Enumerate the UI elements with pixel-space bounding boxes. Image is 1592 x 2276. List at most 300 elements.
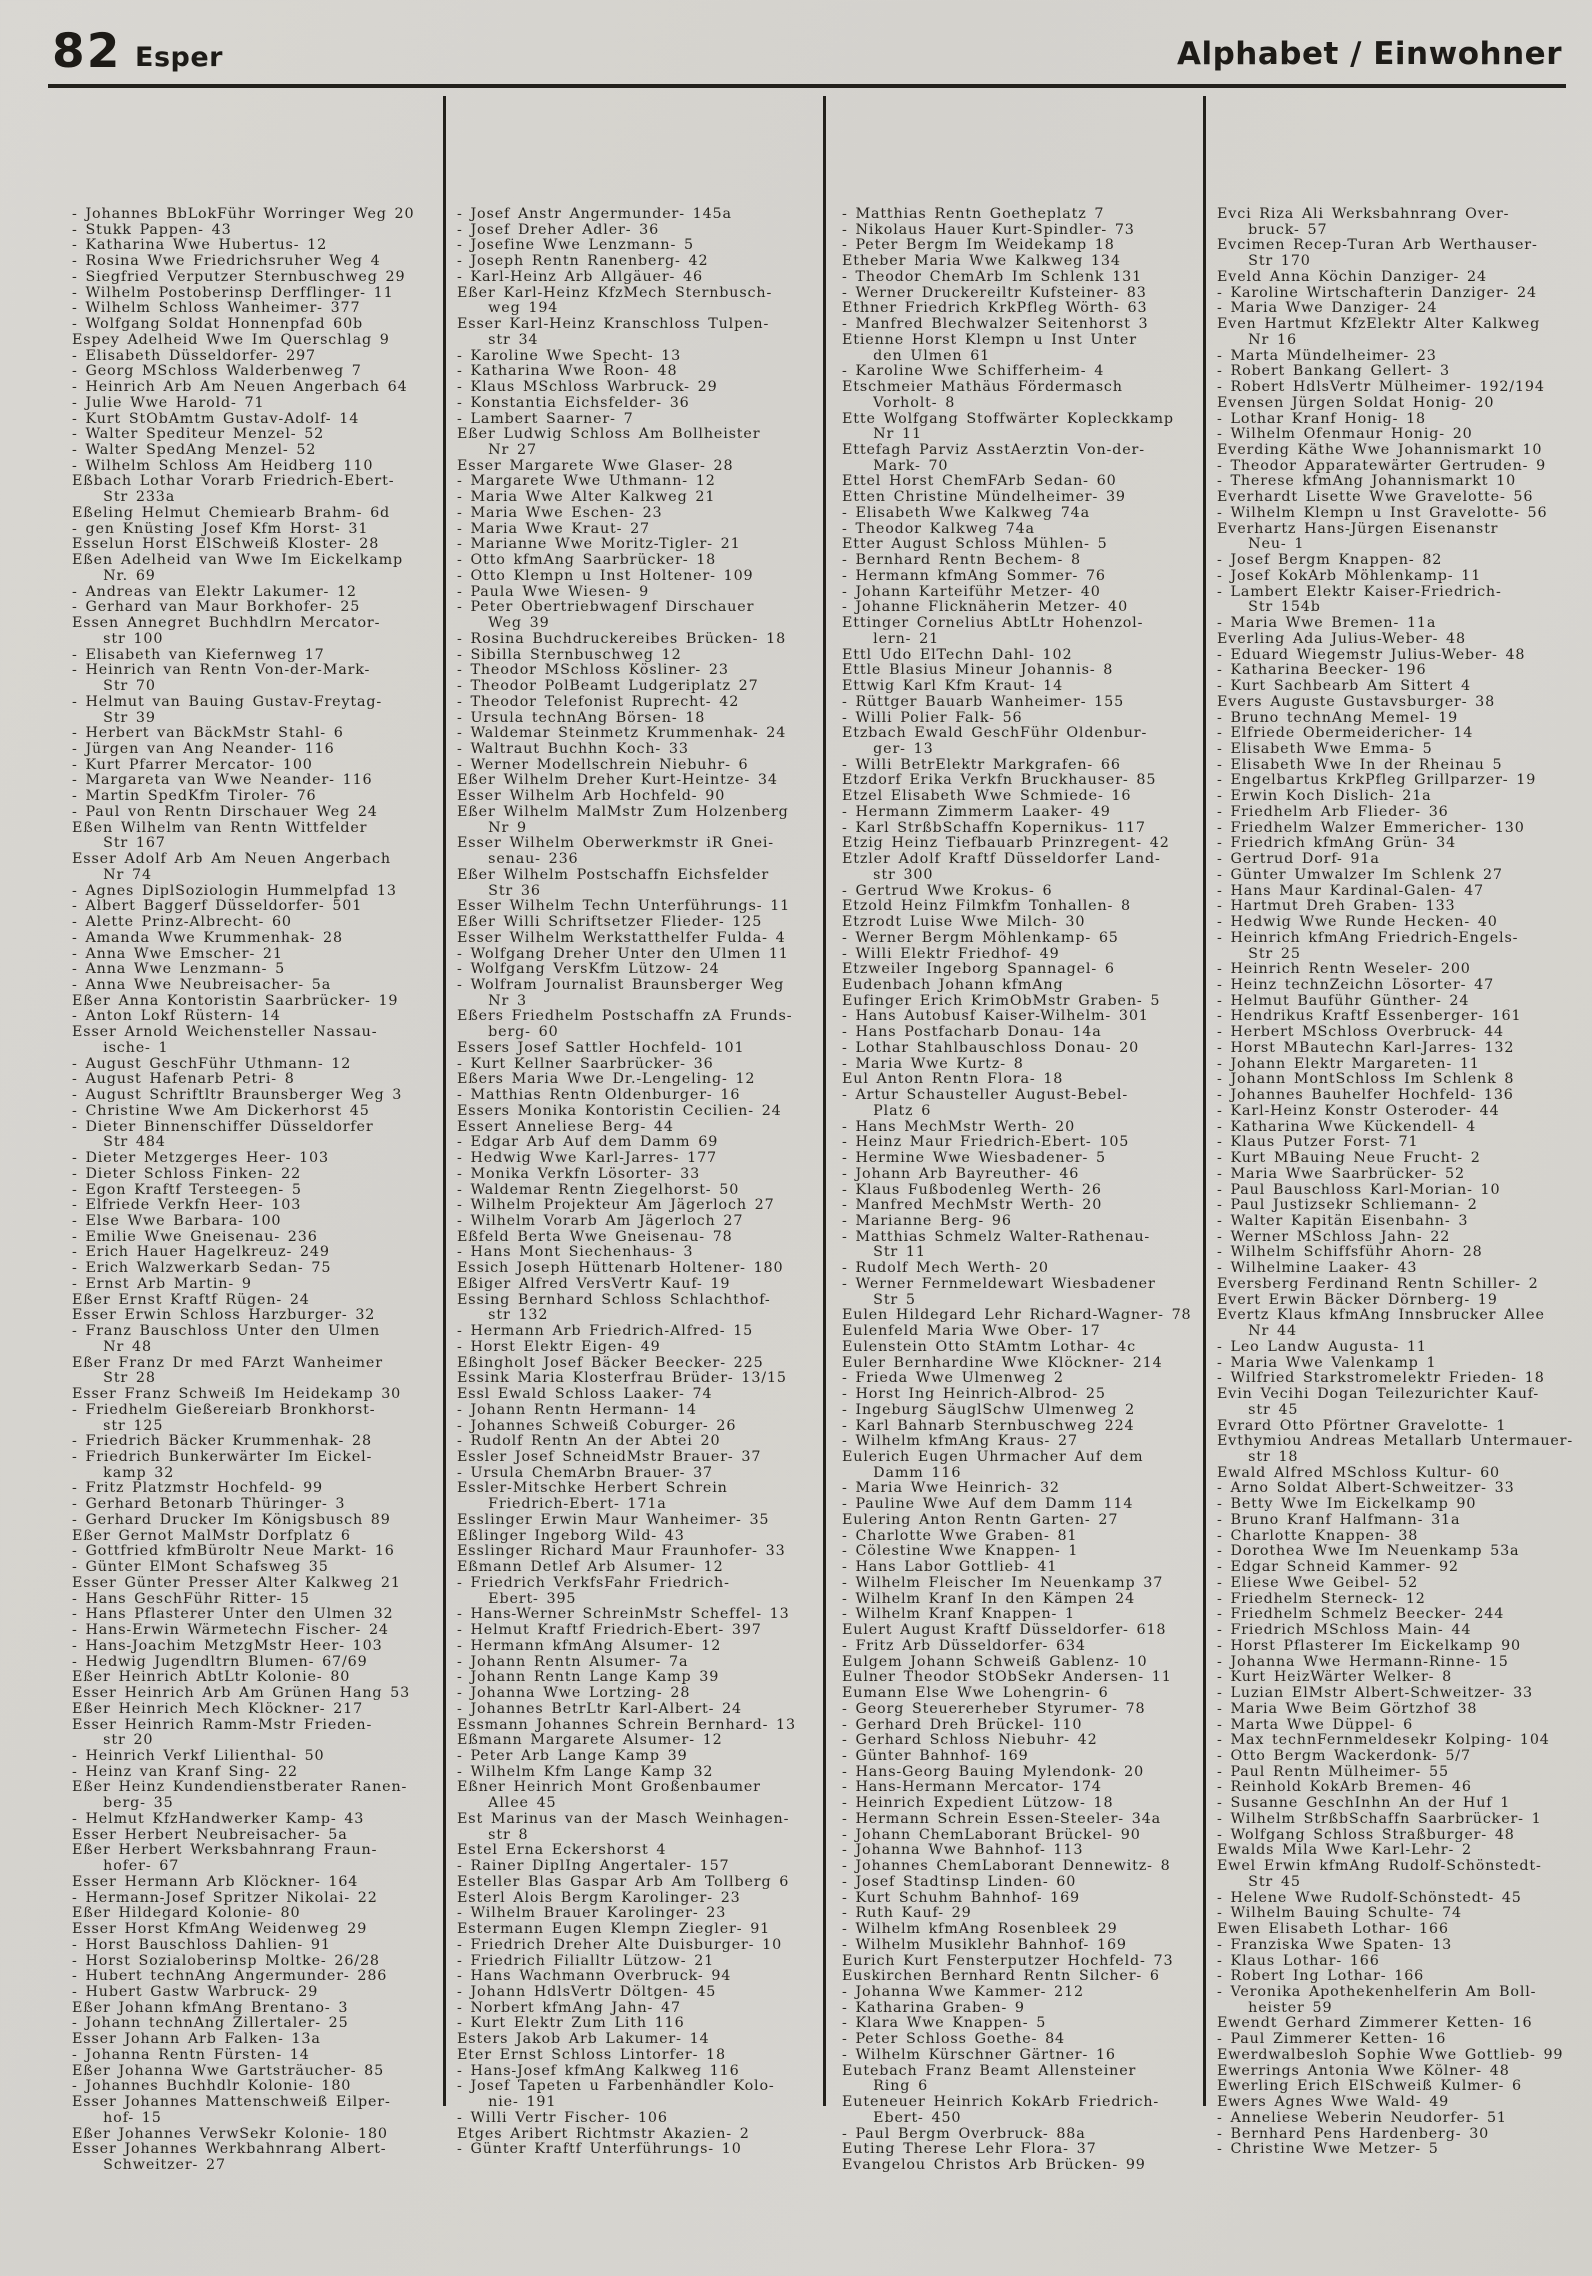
directory-entry-line: Eßer Wilhelm MalMstr Zum Holzenberg [457, 803, 789, 820]
directory-entry-line: Eßer Willi Schriftsetzer Flieder- 125 [457, 914, 763, 931]
directory-entry-line: - Egon Kraftf Tersteegen- 5 [72, 1181, 302, 1198]
directory-entry-line: - Hans Maur Kardinal-Galen- 47 [1217, 882, 1484, 899]
directory-entry-line: - Friedhelm Walzer Emmericher- 130 [1217, 819, 1525, 836]
directory-entry-line: - Karoline Wirtschafterin Danziger- 24 [1217, 284, 1537, 301]
directory-entry-line: - Pauline Wwe Auf dem Damm 114 [842, 1496, 1134, 1513]
directory-entry-line: Eversberg Ferdinand Rentn Schiller- 2 [1217, 1275, 1539, 1292]
directory-entry-line: Esser Herbert Neubreisacher- 5a [72, 1826, 348, 1843]
directory-entry-line: - Wolfgang Dreher Unter den Ulmen 11 [457, 945, 789, 962]
directory-entry-line: - Karl-Heinz Arb Allgäuer- 46 [457, 268, 703, 285]
directory-entry-line: - Hans Autobusf Kaiser-Wilhelm- 301 [842, 1008, 1149, 1025]
directory-entry-line: str 132 [457, 1307, 549, 1324]
directory-entry-line: - Horst Elektr Eigen- 49 [457, 1338, 661, 1355]
directory-entry-line: - Johannes Schweiß Coburger- 26 [457, 1417, 737, 1434]
directory-entry-line: Eulen Hildegard Lehr Richard-Wagner- 78 [842, 1307, 1192, 1324]
directory-entry-line: Eßen Wilhelm van Rentn Wittfelder [72, 819, 368, 836]
page-header-right: Alphabet / Einwohner [1177, 36, 1562, 72]
directory-entry-line: Ettel Horst ChemFArb Sedan- 60 [842, 473, 1117, 490]
directory-entry-line: - Helmut van Bauing Gustav-Freytag- [72, 693, 383, 710]
directory-entry-line: - Willi Elektr Friedhof- 49 [842, 945, 1060, 962]
directory-entry-line: Esser Margarete Wwe Glaser- 28 [457, 457, 734, 474]
directory-entry-line: - Bernhard Pens Hardenberg- 30 [1217, 2125, 1490, 2142]
directory-entry-line: - Wilhelm Kranf In den Kämpen 24 [842, 1590, 1136, 1607]
directory-entry-line: - Elfriede Obermeidericher- 14 [1217, 725, 1474, 742]
directory-entry-line: berg- 35 [72, 1795, 174, 1812]
directory-entry-line: str 125 [72, 1417, 164, 1434]
directory-entry-line: - Wilhelm Schloss Am Heidberg 110 [72, 457, 374, 474]
directory-entry-line: - Friedrich Filialltr Lützow- 21 [457, 1952, 715, 1969]
page-number: 82 [52, 24, 122, 79]
directory-entry-line: Eulenstein Otto StAmtm Lothar- 4c [842, 1338, 1136, 1355]
directory-entry-line: - Katharina Beecker- 196 [1217, 662, 1427, 679]
directory-entry-line: - Johann MontSchloss Im Schlenk 8 [1217, 1071, 1515, 1088]
directory-entry-line: - Dieter Schloss Finken- 22 [72, 1165, 302, 1182]
directory-entry-line: - Matthias Rentn Goetheplatz 7 [842, 206, 1105, 222]
directory-entry-line: - Ernst Arb Martin- 9 [72, 1275, 252, 1292]
directory-entry-line: Ewalds Mila Wwe Karl-Lehr- 2 [1217, 1842, 1472, 1859]
directory-entry-line: Evert Erwin Bäcker Dörnberg- 19 [1217, 1291, 1498, 1308]
directory-entry-line: - Karoline Wwe Specht- 13 [457, 347, 682, 364]
directory-entry-line: Evers Auguste Gustavsburger- 38 [1217, 693, 1496, 710]
directory-entry-line: - Hedwig Wwe Runde Hecken- 40 [1217, 914, 1498, 931]
directory-entry-line: - Günter Umwalzer Im Schlenk 27 [1217, 866, 1503, 883]
directory-entry-line: - Paul von Rentn Dirschauer Weg 24 [72, 803, 378, 820]
directory-entry-line: Eßers Maria Wwe Dr.-Lengeling- 12 [457, 1071, 756, 1088]
directory-entry-line: - Fritz Platzmstr Hochfeld- 99 [72, 1480, 323, 1497]
directory-entry-line: - Johannes Buchhdlr Kolonie- 180 [72, 2078, 352, 2095]
directory-entry-line: - Dorothea Wwe Im Neuenkamp 53a [1217, 1543, 1520, 1560]
directory-entry-line: Nr 27 [457, 442, 537, 459]
directory-entry-line: - Otto Bergm Wackerdonk- 5/7 [1217, 1747, 1471, 1764]
directory-entry-line: - Kurt Kellner Saarbrücker- 36 [457, 1055, 714, 1072]
directory-entry-line: str 100 [72, 630, 164, 647]
directory-entry-line: - Hendrikus Kraftf Essenberger- 161 [1217, 1008, 1522, 1025]
directory-entry-line: - Hans-Josef kfmAng Kalkweg 116 [457, 2062, 740, 2079]
directory-entry-line: Neu- 1 [1217, 536, 1305, 553]
directory-entry-line: Eßer Johannes VerwSekr Kolonie- 180 [72, 2125, 388, 2142]
directory-entry-line: - Alette Prinz-Albrecht- 60 [72, 914, 292, 931]
directory-entry-line: Eulering Anton Rentn Garten- 27 [842, 1511, 1119, 1528]
directory-entry-line: Essl Ewald Schloss Laaker- 74 [457, 1386, 713, 1403]
directory-entry-line: - Elisabeth van Kiefernweg 17 [72, 646, 325, 663]
directory-entry-line: Vorholt- 8 [842, 394, 956, 411]
directory-entry-line: Espey Adelheid Wwe Im Querschlag 9 [72, 331, 390, 348]
directory-entry-line: - Friedrich kfmAng Grün- 34 [1217, 835, 1457, 852]
directory-entry-line: str 8 [457, 1826, 529, 1843]
directory-entry-line: - Wolfgang VersKfm Lützow- 24 [457, 961, 720, 978]
directory-entry-line: str 18 [1217, 1449, 1299, 1466]
directory-entry-line: - Hans GeschFühr Ritter- 15 [72, 1590, 310, 1607]
directory-entry-line: - Rudolf Rentn An der Abtei 20 [457, 1433, 721, 1450]
directory-entry-line: - Johann HdlsVertr Döltgen- 45 [457, 1983, 717, 2000]
directory-entry-line: - Walter Kapitän Eisenbahn- 3 [1217, 1213, 1469, 1229]
directory-entry-line: - Johannes BetrLtr Karl-Albert- 24 [457, 1700, 742, 1717]
directory-entry-line: Esser Adolf Arb Am Neuen Angerbach [72, 851, 391, 868]
directory-entry-line: Eßmann Margarete Alsumer- 12 [457, 1732, 723, 1749]
directory-entry-line: Euteneuer Heinrich KokArb Friedrich- [842, 2094, 1160, 2111]
directory-entry-line: Eßer Franz Dr med FArzt Wanheimer [72, 1354, 383, 1371]
directory-entry-line: - Dieter Binnenschiffer Düsseldorfer [72, 1118, 374, 1135]
directory-entry-line: - Hans Pflasterer Unter den Ulmen 32 [72, 1606, 394, 1623]
directory-entry-line: - Dieter Metzgerges Heer- 103 [72, 1150, 329, 1167]
directory-entry-line: - Klaus Fußbodenleg Werth- 26 [842, 1181, 1102, 1198]
directory-entry-line: - Wilhelm Kranf Knappen- 1 [842, 1606, 1075, 1623]
directory-entry-line: Etschmeier Mathäus Fördermasch [842, 379, 1123, 396]
directory-entry-line: - Rudolf Mech Werth- 20 [842, 1260, 1049, 1277]
directory-entry-line: - Johanna Wwe Lortzing- 28 [457, 1685, 691, 1702]
directory-entry-line: Esser Wilhelm Werkstatthelfer Fulda- 4 [457, 929, 786, 946]
directory-entry-line: Esser Erwin Schloss Harzburger- 32 [72, 1307, 376, 1324]
directory-entry-line: - Willi BetrElektr Markgrafen- 66 [842, 756, 1121, 773]
directory-entry-line: Etzbach Ewald GeschFühr Oldenbur- [842, 725, 1148, 742]
directory-entry-line: - Friedrich MSchloss Main- 44 [1217, 1622, 1472, 1639]
directory-entry-line: - Anna Wwe Neubreisacher- 5a [72, 976, 332, 993]
directory-entry-line: - Wilhelm Schiffsführ Ahorn- 28 [1217, 1244, 1483, 1261]
directory-entry-line: - Marianne Wwe Moritz-Tigler- 21 [457, 536, 741, 553]
directory-entry-line: - Hans MechMstr Werth- 20 [842, 1118, 1076, 1135]
directory-entry-line: - Klaus Putzer Forst- 71 [1217, 1134, 1419, 1151]
directory-entry-line: ger- 13 [842, 740, 934, 757]
directory-entry-line: - Waldemar Steinmetz Krummenhak- 24 [457, 725, 787, 742]
directory-entry-line: Esser Heinrich Arb Am Grünen Hang 53 [72, 1685, 411, 1702]
directory-entry-line: - Paula Wwe Wiesen- 9 [457, 583, 650, 600]
directory-entry-line: - Gerhard Dreh Brückel- 110 [842, 1716, 1083, 1733]
directory-entry-line: - Luzian ElMstr Albert-Schweitzer- 33 [1217, 1685, 1533, 1702]
directory-entry-line: - Lothar Kranf Honig- 18 [1217, 410, 1426, 427]
directory-entry-line: - Maria Wwe Bremen- 11a [1217, 615, 1437, 632]
directory-entry-line: Esser Karl-Heinz Kranschloss Tulpen- [457, 316, 770, 333]
directory-entry-line: - Karl Bahnarb Sternbuschweg 224 [842, 1417, 1135, 1434]
directory-entry-line: Nr 48 [72, 1338, 152, 1355]
directory-entry-line: - Kurt StObAmtm Gustav-Adolf- 14 [72, 410, 360, 427]
directory-entry-line: Str 25 [1217, 945, 1301, 962]
directory-entry-line: - Konstantia Eichsfelder- 36 [457, 394, 690, 411]
directory-entry-line: - Frieda Wwe Ulmenweg 2 [842, 1370, 1064, 1387]
directory-entry-line: Essler-Mitschke Herbert Schrein [457, 1480, 728, 1497]
directory-entry-line: Eßer Karl-Heinz KfzMech Sternbusch- [457, 284, 773, 301]
directory-entry-line: - Herbert van BäckMstr Stahl- 6 [72, 725, 344, 742]
directory-entry-line: Evangelou Christos Arb Brücken- 99 [842, 2157, 1146, 2174]
directory-entry-line: Nr 11 [842, 426, 922, 443]
directory-entry-line: - Katharina Wwe Kückendell- 4 [1217, 1118, 1477, 1135]
directory-entry-line: Eßers Friedhelm Postschaffn zA Frunds- [457, 1008, 793, 1025]
directory-entry-line: - Werner Modellschrein Niebuhr- 6 [457, 756, 749, 773]
directory-entry-line: lern- 21 [842, 630, 940, 647]
directory-entry-line: Esselun Horst ElSchweiß Kloster- 28 [72, 536, 380, 553]
directory-entry-line: - Theodor ChemArb Im Schlenk 131 [842, 268, 1143, 285]
directory-entry-line: - Friedhelm Sterneck- 12 [1217, 1590, 1426, 1607]
directory-entry-line: Ebert- 395 [457, 1590, 577, 1607]
directory-entry-line: - Wolfram Journalist Braunsberger Weg [457, 976, 785, 993]
directory-entry-line: - Kurt HeizWärter Welker- 8 [1217, 1669, 1453, 1686]
directory-entry-line: - Johannes Bauhelfer Hochfeld- 136 [1217, 1087, 1514, 1104]
directory-entry-line: - Karoline Wwe Schifferheim- 4 [842, 363, 1105, 380]
directory-entry-line: - Friedrich Bunkerwärter Im Eickel- [72, 1449, 373, 1466]
directory-entry-line: Ettefagh Parviz AsstAerztin Von-der- [842, 442, 1145, 459]
directory-entry-line: Eßer Anna Kontoristin Saarbrücker- 19 [72, 992, 399, 1009]
directory-entry-line: Str 28 [72, 1370, 156, 1387]
directory-entry-line: - Norbert kfmAng Jahn- 47 [457, 1999, 681, 2016]
directory-entry-line: - Horst Pflasterer Im Eickelkamp 90 [1217, 1637, 1521, 1654]
directory-entry-line: - Wilhelm Schloss Wanheimer- 377 [72, 300, 361, 317]
directory-entry-line: - Hans-Erwin Wärmetechn Fischer- 24 [72, 1622, 389, 1639]
directory-entry-line: - Erich Hauer Hagelkreuz- 249 [72, 1244, 330, 1261]
directory-entry-line: - Hermann kfmAng Sommer- 76 [842, 567, 1106, 584]
directory-entry-line: - Fritz Arb Düsseldorfer- 634 [842, 1637, 1086, 1654]
directory-entry-line: - Ursula ChemArbn Brauer- 37 [457, 1464, 714, 1481]
directory-entry-line: - Hermine Wwe Wiesbadener- 5 [842, 1150, 1106, 1167]
directory-entry-line: Euler Bernhardine Wwe Klöckner- 214 [842, 1354, 1163, 1371]
directory-entry-line: - August Schriftltr Braunsberger Weg 3 [72, 1087, 403, 1104]
directory-entry-line: Eßer Ludwig Schloss Am Bollheister [457, 426, 761, 443]
directory-entry-line: - Johanna Wwe Bahnhof- 113 [842, 1842, 1084, 1859]
directory-entry-line: Str 39 [72, 709, 156, 726]
directory-entry-line: Evensen Jürgen Soldat Honig- 20 [1217, 394, 1495, 411]
directory-entry-line: - Maria Wwe Danziger- 24 [1217, 300, 1438, 317]
directory-entry-line: Etienne Horst Klempn u Inst Unter [842, 331, 1137, 348]
directory-entry-line: - Hans Mont Siechenhaus- 3 [457, 1244, 694, 1261]
directory-entry-line: Eßer Heinz Kundendienstberater Ranen- [72, 1779, 408, 1796]
directory-entry-line: Nr 16 [1217, 331, 1297, 348]
directory-entry-line: - Peter Bergm Im Weidekamp 18 [842, 237, 1115, 254]
directory-entry-line: - Franz Bauschloss Unter den Ulmen [72, 1323, 381, 1340]
directory-entry-line: - Maria Wwe Heinrich- 32 [842, 1480, 1060, 1497]
directory-entry-line: Eßer Gernot MalMstr Dorfplatz 6 [72, 1527, 351, 1544]
directory-entry-line: - August Hafenarb Petri- 8 [72, 1071, 295, 1088]
directory-entry-line: Ebert- 450 [842, 2109, 962, 2126]
directory-entry-line: weg 194 [457, 300, 559, 317]
directory-entry-line: - Ingeburg SäuglSchw Ulmenweg 2 [842, 1401, 1136, 1418]
directory-entry-line: - Wilhelm Kürschner Gärtner- 16 [842, 2046, 1116, 2063]
directory-entry-line: - Georg Steuererheber Styrumer- 78 [842, 1700, 1146, 1717]
directory-entry-line: - Paul Rentn Mülheimer- 55 [1217, 1763, 1449, 1780]
directory-entry-line: - Johann Arb Bayreuther- 46 [842, 1165, 1080, 1182]
directory-entry-line: Str 154b [1217, 599, 1321, 616]
directory-entry-line: - Waltraut Buchhn Koch- 33 [457, 740, 689, 757]
directory-entry-line: - Wilhelm kfmAng Kraus- 27 [842, 1433, 1078, 1450]
directory-entry-line: - Andreas van Elektr Lakumer- 12 [72, 583, 357, 600]
directory-entry-line: Evci Riza Ali Werksbahnrang Over- [1217, 206, 1510, 222]
directory-entry-line: - Hans Labor Gottlieb- 41 [842, 1559, 1058, 1576]
directory-entry-line: Ewerling Erich ElSchweiß Kulmer- 6 [1217, 2078, 1522, 2095]
directory-entry-line: - Heinrich Verkf Lilienthal- 50 [72, 1747, 325, 1764]
directory-entry-line: Esterl Alois Bergm Karolinger- 23 [457, 1889, 741, 1906]
directory-entry-line: Esser Johannes Mattenschweiß Eilper- [72, 2094, 391, 2111]
directory-entry-line: den Ulmen 61 [842, 347, 991, 364]
directory-entry-line: - Johann Rentn Lange Kamp 39 [457, 1669, 720, 1686]
directory-entry-line: - Kurt Pfarrer Mercator- 100 [72, 756, 313, 773]
directory-entry-line: - Reinhold KokArb Bremen- 46 [1217, 1779, 1472, 1796]
directory-entry-line: - Edgar Arb Auf dem Damm 69 [457, 1134, 719, 1151]
directory-column [457, 207, 835, 2158]
directory-entry-line: - Wilfried Starkstromelektr Frieden- 18 [1217, 1370, 1545, 1387]
directory-entry-line: - Matthias Rentn Oldenburger- 16 [457, 1087, 741, 1104]
directory-entry-line: Eßer Johann kfmAng Brentano- 3 [72, 1999, 349, 2016]
directory-entry-line: Eßingholt Josef Bäcker Beecker- 225 [457, 1354, 764, 1371]
directory-entry-line: Esser Wilhelm Arb Hochfeld- 90 [457, 788, 726, 805]
directory-entry-line: - Willi Polier Falk- 56 [842, 709, 1023, 726]
directory-entry-line: - Theodor PolBeamt Ludgeriplatz 27 [457, 678, 759, 695]
directory-entry-line: - Monika Verkfn Lösorter- 33 [457, 1165, 701, 1182]
directory-entry-line: - Herbert MSchloss Overbruck- 44 [1217, 1024, 1504, 1041]
directory-entry-line: Etheber Maria Wwe Kalkweg 134 [842, 253, 1121, 270]
directory-entry-line: Esser Johann Arb Falken- 13a [72, 2031, 321, 2048]
directory-entry-line: Ette Wolfgang Stoffwärter Kopleckkamp [842, 410, 1174, 427]
directory-entry-line: Estermann Eugen Klempn Ziegler- 91 [457, 1921, 771, 1938]
directory-entry-line: Eulert August Kraftf Düsseldorfer- 618 [842, 1622, 1167, 1639]
directory-entry-line: Even Hartmut KfzElektr Alter Kalkweg [1217, 316, 1541, 333]
directory-entry-line: - Karl StrßbSchaffn Kopernikus- 117 [842, 819, 1146, 836]
directory-entry-line: - Gertrud Wwe Krokus- 6 [842, 882, 1053, 899]
directory-entry-line: - Charlotte Knappen- 38 [1217, 1527, 1419, 1544]
directory-entry-line: - Peter Schloss Goethe- 84 [842, 2031, 1065, 2048]
directory-entry-line: hof- 15 [72, 2109, 162, 2126]
directory-entry-line: - Heinz technZeichn Lösorter- 47 [1217, 976, 1495, 993]
directory-entry-line: - Martin SpedKfm Tiroler- 76 [72, 788, 317, 805]
directory-entry-line: - Kurt Sachbearb Am Sittert 4 [1217, 678, 1471, 695]
directory-entry-line: - Wilhelm StrßbSchaffn Saarbrücker- 1 [1217, 1810, 1542, 1827]
directory-entry-line: - Josef KokArb Möhlenkamp- 11 [1217, 567, 1482, 584]
directory-entry-line: Str 36 [457, 882, 541, 899]
directory-entry-line: bruck- 57 [1217, 221, 1328, 238]
directory-entry-line: Etter August Schloss Mühlen- 5 [842, 536, 1108, 553]
directory-entry-line: - Walter Spediteur Menzel- 52 [72, 426, 325, 443]
directory-entry-line: Esslinger Erwin Maur Wanheimer- 35 [457, 1511, 770, 1528]
directory-entry-line: - Betty Wwe Im Eickelkamp 90 [1217, 1496, 1477, 1513]
directory-entry-line: - Heinrich van Rentn Von-der-Mark- [72, 662, 371, 679]
directory-entry-line: Ring 6 [842, 2078, 929, 2095]
directory-entry-line: Eßfeld Berta Wwe Gneisenau- 78 [457, 1228, 733, 1245]
directory-entry-line: str 45 [1217, 1401, 1299, 1418]
directory-entry-line: Eulerich Eugen Uhrmacher Auf dem [842, 1449, 1144, 1466]
directory-entry-line: Esser Heinrich Ramm-Mstr Frieden- [72, 1716, 373, 1733]
directory-entry-line: Eßeling Helmut Chemiearb Brahm- 6d [72, 504, 391, 521]
directory-entry-line: - Paul Bergm Overbruck- 88a [842, 2125, 1086, 2142]
directory-entry-line: - Edgar Schneid Kammer- 92 [1217, 1559, 1459, 1576]
directory-entry-line: - Christine Wwe Am Dickerhorst 45 [72, 1102, 370, 1119]
directory-entry-line: - Erich Walzwerkarb Sedan- 75 [72, 1260, 332, 1277]
directory-entry-line: - Heinz Maur Friedrich-Ebert- 105 [842, 1134, 1130, 1151]
directory-entry-line: - Paul Zimmerer Ketten- 16 [1217, 2031, 1447, 2048]
directory-entry-line: - Hans Postfacharb Donau- 14a [842, 1024, 1102, 1041]
directory-entry-line: - Hans-Hermann Mercator- 174 [842, 1779, 1102, 1796]
directory-entry-line: - Hermann-Josef Spritzer Nikolai- 22 [72, 1889, 378, 1906]
directory-entry-line: - Werner Druckereiltr Kufsteiner- 83 [842, 284, 1147, 301]
directory-entry-line: Eumann Else Wwe Lohengrin- 6 [842, 1685, 1109, 1702]
directory-entry-line: - Maria Wwe Beim Görtzhof 38 [1217, 1700, 1478, 1717]
directory-entry-line: Etzrodt Luise Wwe Milch- 30 [842, 914, 1086, 931]
directory-entry-line: - Eduard Wiegemstr Julius-Weber- 48 [1217, 646, 1526, 663]
directory-entry-line: Essmann Johannes Schrein Bernhard- 13 [457, 1716, 796, 1733]
directory-entry-line: - Julie Wwe Harold- 71 [72, 394, 265, 411]
directory-entry-line: - Wolfgang Schloss Straßburger- 48 [1217, 1826, 1515, 1843]
directory-entry-line: - Friedhelm Arb Flieder- 36 [1217, 803, 1449, 820]
directory-entry-line: - Friedrich Dreher Alte Duisburger- 10 [457, 1936, 783, 1953]
directory-column [1217, 207, 1592, 2158]
directory-entry-line: Etzold Heinz Filmkfm Tonhallen- 8 [842, 898, 1131, 915]
directory-entry-line: - Nikolaus Hauer Kurt-Spindler- 73 [842, 221, 1135, 238]
directory-entry-line: Etten Christine Mündelheimer- 39 [842, 489, 1126, 506]
directory-entry-line: - Hans Wachmann Overbruck- 94 [457, 1968, 732, 1985]
directory-entry-line: Esser Johannes Werkbahnrang Albert- [72, 2141, 387, 2158]
directory-entry-line: Everling Ada Julius-Weber- 48 [1217, 630, 1466, 647]
directory-entry-line: Esser Arnold Weichensteller Nassau- [72, 1024, 378, 1041]
directory-entry-line: - Johann ChemLaborant Brückel- 90 [842, 1826, 1141, 1843]
directory-entry-line: - Johann Karteiführ Metzer- 40 [842, 583, 1101, 600]
directory-entry-line: - Artur Schausteller August-Bebel- [842, 1087, 1129, 1104]
directory-entry-line: Eßbach Lothar Vorarb Friedrich-Ebert- [72, 473, 395, 490]
directory-entry-line: - Sibilla Sternbuschweg 12 [457, 646, 682, 663]
directory-entry-line: Esser Wilhelm Oberwerkmstr iR Gnei- [457, 835, 774, 852]
directory-entry-line: - Bruno technAng Memel- 19 [1217, 709, 1459, 726]
directory-entry-line: - Werner Fernmeldewart Wiesbadener [842, 1275, 1156, 1292]
directory-entry-line: Eßner Heinrich Mont Großenbaumer [457, 1779, 761, 1796]
directory-entry-line: Esteller Blas Gaspar Arb Am Tollberg 6 [457, 1873, 790, 1890]
directory-entry-line: - Kurt Elektr Zum Lith 116 [457, 2015, 685, 2032]
directory-entry-line: Essers Josef Sattler Hochfeld- 101 [457, 1039, 745, 1056]
directory-entry-line: Ettinger Cornelius AbtLtr Hohenzol- [842, 615, 1144, 632]
directory-entry-line: Nr 44 [1217, 1323, 1297, 1340]
directory-entry-line: - Rosina Wwe Friedrichsruher Weg 4 [72, 253, 381, 270]
directory-entry-line: - Maria Wwe Kraut- 27 [457, 520, 650, 537]
directory-entry-line: Essen Annegret Buchhdlrn Mercator- [72, 615, 381, 632]
directory-entry-line: - Helene Wwe Rudolf-Schönstedt- 45 [1217, 1889, 1522, 1906]
directory-entry-line: - Agnes DiplSoziologin Hummelpfad 13 [72, 882, 397, 899]
directory-entry-line: Evcimen Recep-Turan Arb Werthauser- [1217, 237, 1538, 254]
directory-entry-line: str 20 [72, 1732, 154, 1749]
directory-entry-line: - Josef Stadtinsp Linden- 60 [842, 1873, 1077, 1890]
directory-entry-line: Everhartz Hans-Jürgen Eisenanstr [1217, 520, 1499, 537]
directory-entry-line: - Franziska Wwe Spaten- 13 [1217, 1936, 1453, 1953]
directory-entry-line: - Ruth Kauf- 29 [842, 1905, 972, 1922]
directory-entry-line: - Hubert technAng Angermunder- 286 [72, 1968, 388, 1985]
directory-entry-line: - Marta Wwe Düppel- 6 [1217, 1716, 1414, 1733]
directory-entry-line: Nr. 69 [72, 567, 156, 584]
directory-entry-line: Str 5 [842, 1291, 916, 1308]
directory-entry-line: Str 167 [72, 835, 166, 852]
directory-entry-line: Str 484 [72, 1134, 166, 1151]
directory-entry-line: - Peter Obertriebwagenf Dirschauer [457, 599, 755, 616]
directory-entry-line: - Heinrich Arb Am Neuen Angerbach 64 [72, 379, 408, 396]
directory-entry-line: - Otto kfmAng Saarbrücker- 18 [457, 552, 717, 569]
directory-entry-line: - Rainer DiplIng Angertaler- 157 [457, 1858, 730, 1875]
directory-entry-line: - Friedhelm Gießereiarb Bronkhorst- [72, 1401, 376, 1418]
directory-entry-line: - Klaus MSchloss Warbruck- 29 [457, 379, 718, 396]
directory-entry-line: Str 45 [1217, 1873, 1301, 1890]
directory-entry-line: - Friedrich VerkfsFahr Friedrich- [457, 1574, 730, 1591]
directory-column [842, 207, 1220, 2174]
directory-entry-line: - Robert Ing Lothar- 166 [1217, 1968, 1425, 1985]
directory-entry-line: berg- 60 [457, 1024, 559, 1041]
directory-entry-line: - Lothar Stahlbauschloss Donau- 20 [842, 1039, 1140, 1056]
directory-entry-line: Str 70 [72, 678, 156, 695]
directory-entry-line: - Günter ElMont Schafsweg 35 [72, 1559, 329, 1576]
directory-entry-line: - Gerhard Schloss Niebuhr- 42 [842, 1732, 1098, 1749]
directory-entry-line: - Rosina Buchdruckereibes Brücken- 18 [457, 630, 787, 647]
directory-entry-line: - Rüttger Bauarb Wanheimer- 155 [842, 693, 1125, 710]
directory-entry-line: Eßer Johanna Wwe Gartsträucher- 85 [72, 2062, 385, 2079]
directory-entry-line: Damm 116 [842, 1464, 962, 1481]
directory-entry-line: - Wilhelmine Laaker- 43 [1217, 1260, 1418, 1277]
directory-entry-line: Eul Anton Rentn Flora- 18 [842, 1071, 1064, 1088]
directory-entry-line: - Cölestine Wwe Knappen- 1 [842, 1543, 1079, 1560]
directory-entry-line: - Eliese Wwe Geibel- 52 [1217, 1574, 1419, 1591]
directory-entry-line: Essers Monika Kontoristin Cecilien- 24 [457, 1102, 782, 1119]
directory-entry-line: Mark- 70 [842, 457, 949, 474]
directory-entry-line: Eßer Ernst Kraftf Rügen- 24 [72, 1291, 310, 1308]
directory-entry-line: - Bernhard Rentn Bechem- 8 [842, 552, 1081, 569]
directory-entry-line: Ettl Udo ElTechn Dahl- 102 [842, 646, 1073, 663]
